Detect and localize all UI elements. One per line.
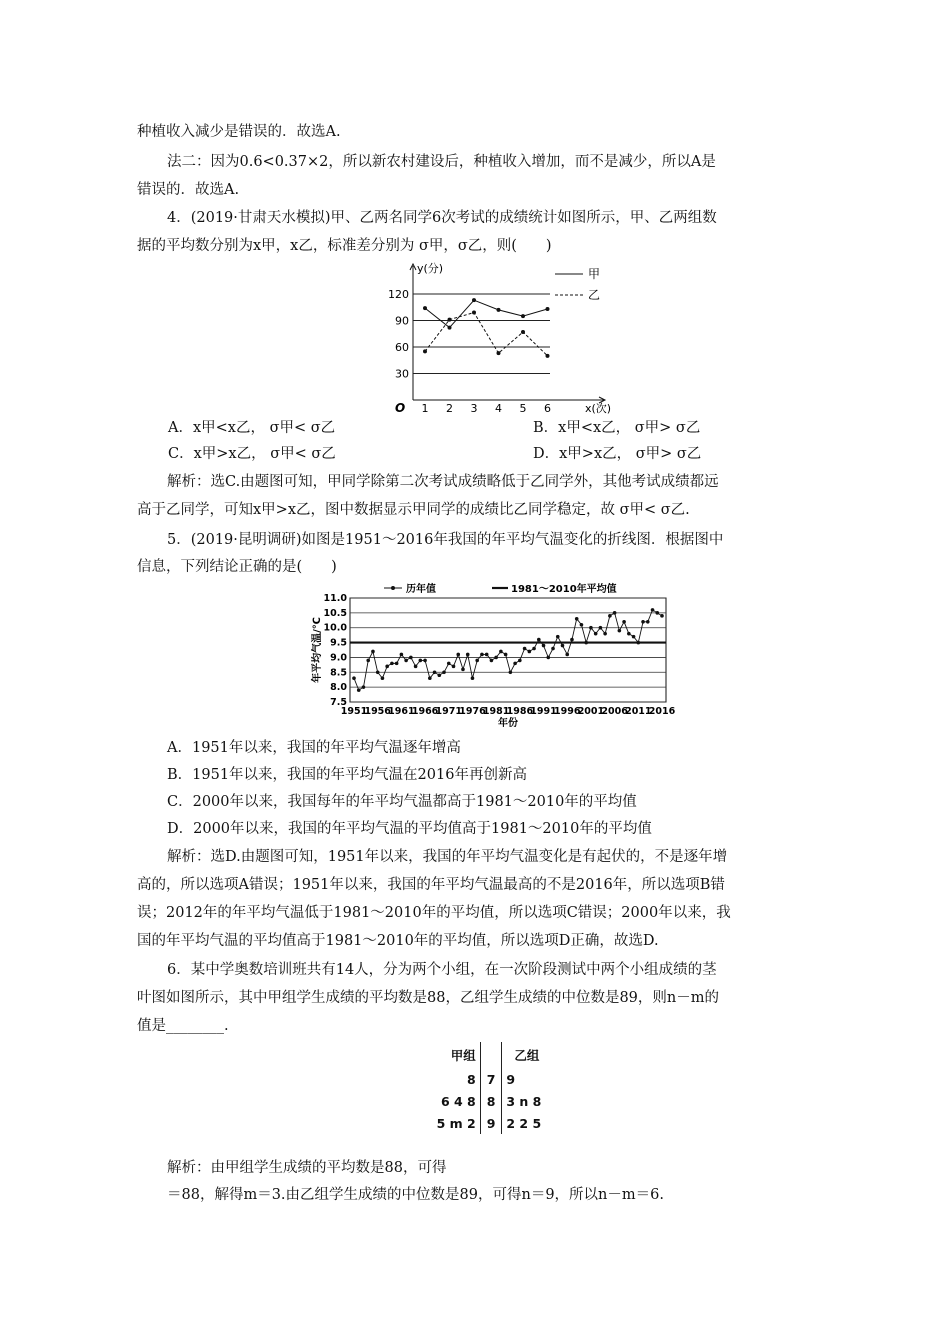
- x-tick-label: 1: [421, 402, 429, 415]
- data-point: [433, 670, 437, 674]
- data-point: [471, 676, 475, 680]
- stem-leaf-plot: [430, 1042, 560, 1138]
- data-point: [485, 653, 489, 657]
- x-tick-label: 1986: [506, 706, 534, 717]
- data-point: [472, 311, 476, 315]
- data-point: [490, 659, 494, 663]
- y-tick-label: 90: [395, 314, 409, 328]
- text-line: 错误的．故选A.: [137, 182, 240, 198]
- question-4-stem: 4．(2019·甘肃天水模拟)甲、乙两名同学6次考试的成绩统计如图所示，甲、乙两组数: [167, 210, 717, 226]
- data-point: [437, 673, 441, 677]
- data-point: [409, 656, 413, 660]
- x-tick-label: 1956: [364, 706, 391, 717]
- data-point: [594, 632, 598, 636]
- data-point: [472, 298, 476, 302]
- data-point: [390, 662, 394, 666]
- q6-solution: 解析：由甲组学生成绩的平均数是88，可得: [167, 1160, 447, 1176]
- data-point: [480, 653, 484, 657]
- x-tick-label: 2011: [625, 706, 652, 717]
- q4-option-c: C．x甲>x乙， σ甲< σ乙: [168, 446, 336, 462]
- data-point: [521, 314, 525, 318]
- data-point: [542, 644, 546, 648]
- data-point: [618, 629, 622, 633]
- x-axis-label: x(次): [585, 402, 612, 415]
- y-tick-label: 10.5: [323, 607, 347, 619]
- plot-frame: [350, 598, 666, 702]
- data-point: [494, 656, 498, 660]
- stem-leaf-stem: 8: [480, 1090, 502, 1112]
- x-tick-label: 2: [446, 402, 453, 415]
- q5-option-a: A．1951年以来，我国的年平均气温逐年增高: [167, 740, 461, 756]
- data-point: [523, 647, 527, 651]
- x-tick-label: 2016: [648, 706, 676, 717]
- y-axis-label: y(分): [417, 262, 444, 275]
- data-point: [528, 650, 532, 654]
- chart-1-plot: [388, 261, 611, 415]
- data-point: [461, 668, 465, 672]
- stem-leaf-left-leaves: 5 m 2: [436, 1115, 476, 1131]
- y-axis-label: 年平均气温/℃: [312, 617, 323, 683]
- question-5-stem: 5．(2019·昆明调研)如图是1951～2016年我国的年平均气温变化的折线图．根据图中: [167, 532, 724, 548]
- y-tick-label: 9.0: [330, 652, 347, 664]
- stem-leaf-left-leaves: 6 4 8: [440, 1093, 476, 1109]
- data-point: [622, 620, 626, 624]
- question-4-stem: 据的平均数分别为x甲，x乙，标准差分别为 σ甲，σ乙，则( ): [137, 238, 552, 254]
- data-point: [442, 670, 446, 674]
- series-line-yi: [425, 313, 548, 356]
- data-point: [546, 354, 550, 358]
- data-point: [546, 656, 550, 660]
- data-point: [660, 614, 664, 618]
- x-tick-label: 1971: [435, 706, 462, 717]
- data-point: [497, 351, 501, 355]
- data-point: [414, 665, 418, 669]
- x-tick-label: 1966: [411, 706, 439, 717]
- data-point: [366, 659, 370, 663]
- data-point: [448, 326, 452, 330]
- stem-leaf-right-leaves: 2 2 5: [506, 1115, 542, 1131]
- data-point: [556, 635, 560, 639]
- stem-leaf-left-header: 甲组: [450, 1048, 476, 1063]
- data-point: [497, 308, 501, 312]
- q5-option-d: D．2000年以来，我国的年平均气温的平均值高于1981～2010年的平均值: [167, 821, 652, 837]
- data-point: [362, 685, 366, 689]
- data-point: [475, 659, 479, 663]
- x-tick-label: 2006: [601, 706, 628, 717]
- x-tick-label: 1976: [459, 706, 486, 717]
- legend-marker-annual: [391, 586, 395, 590]
- q5-solution: 国的年平均气温的平均值高于1981～2010年的平均值，所以选项D正确，故选D.: [137, 933, 659, 949]
- text-line: 法二：因为0.6<0.37×2，所以新农村建设后，种植收入增加，而不是减少，所以A是: [167, 154, 716, 170]
- x-tick-label: 1951: [340, 706, 368, 717]
- q4-option-a: A．x甲<x乙， σ甲< σ乙: [168, 420, 336, 436]
- text-line: 种植收入减少是错误的．故选A.: [137, 124, 341, 140]
- data-point: [546, 307, 550, 311]
- y-tick-label: 120: [388, 288, 409, 301]
- q4-option-b: B．x甲<x乙， σ甲> σ乙: [533, 420, 701, 436]
- q5-solution: 高的，所以选项A错误；1951年以来，我国的年平均气温最高的不是2016年，所以选项B错: [137, 877, 725, 893]
- q5-option-b: B．1951年以来，我国的年平均气温在2016年再创新高: [167, 767, 527, 783]
- data-point: [352, 676, 356, 680]
- legend-label-jia: 甲: [588, 267, 601, 281]
- q4-solution: 高于乙同学，可知x甲>x乙，图中数据显示甲同学的成绩比乙同学稳定，故 σ甲< σ乙.: [137, 502, 690, 518]
- legend-label-average: 1981～2010年平均值: [511, 584, 617, 595]
- x-tick-label: 1981: [482, 706, 510, 717]
- data-point: [395, 662, 399, 666]
- data-point: [376, 670, 380, 674]
- data-point: [584, 641, 588, 645]
- data-point: [357, 688, 361, 692]
- data-point: [509, 670, 513, 674]
- y-tick-label: 11.0: [323, 593, 347, 604]
- q5-solution: 解析：选D.由题图可知，1951年以来，我国的年平均气温变化是有起伏的，不是逐年增: [167, 849, 728, 865]
- y-tick-label: 9.5: [330, 637, 347, 649]
- question-6-stem: 叶图如图所示，其中甲组学生成绩的平均数是88，乙组学生成绩的中位数是89，则n－m的: [137, 990, 719, 1006]
- x-tick-label: 4: [495, 402, 502, 415]
- x-tick-label: 5: [519, 402, 527, 415]
- y-tick-label: 10.0: [323, 622, 347, 634]
- x-axis-label: 年份: [498, 718, 518, 729]
- data-point: [423, 306, 427, 310]
- data-point: [599, 626, 603, 630]
- question-6-stem: 值是________.: [137, 1018, 229, 1034]
- chart-2-plot: [310, 582, 676, 729]
- legend-label-annual: 历年值: [406, 584, 436, 595]
- data-point: [447, 662, 451, 666]
- data-point: [570, 638, 574, 642]
- x-tick-label: 1961: [388, 706, 415, 717]
- legend-label-yi: 乙: [588, 288, 601, 302]
- stem-leaf-stem: 7: [480, 1068, 502, 1090]
- data-point: [589, 626, 593, 630]
- data-point: [641, 620, 645, 624]
- data-point: [551, 647, 555, 651]
- data-point: [423, 659, 427, 663]
- data-point: [381, 676, 385, 680]
- data-point: [428, 676, 432, 680]
- data-point: [400, 653, 404, 657]
- data-point: [613, 611, 617, 615]
- data-point: [466, 653, 470, 657]
- data-point: [423, 349, 427, 353]
- data-point: [518, 659, 522, 663]
- data-point: [532, 647, 536, 651]
- stem-leaf-right-leaves: 3 n 8: [506, 1093, 542, 1109]
- data-point: [452, 665, 456, 669]
- data-point: [561, 644, 565, 648]
- data-point: [646, 620, 650, 624]
- data-point: [575, 617, 579, 621]
- stem-leaf-left-leaves: 8: [467, 1071, 476, 1087]
- data-point: [580, 623, 584, 627]
- data-point: [456, 653, 460, 657]
- x-tick-label: 2001: [577, 706, 605, 717]
- data-point: [448, 318, 452, 322]
- y-tick-label: 7.5: [330, 697, 347, 708]
- series-line-jia: [425, 300, 548, 327]
- data-point: [565, 653, 569, 657]
- data-point: [637, 641, 641, 645]
- data-point: [404, 659, 408, 663]
- data-point: [655, 611, 659, 615]
- data-point: [608, 614, 612, 618]
- data-point: [499, 650, 503, 654]
- x-tick-label: 1991: [530, 706, 557, 717]
- data-point: [513, 662, 517, 666]
- data-point: [419, 659, 423, 663]
- q4-solution: 解析：选C.由题图可知，甲同学除第二次考试成绩略低于乙同学外，其他考试成绩都远: [167, 474, 719, 490]
- stem-leaf-stem: 9: [480, 1112, 502, 1134]
- stem-leaf-right-header: 乙组: [514, 1048, 540, 1063]
- question-6-stem: 6．某中学奥数培训班共有14人，分为两个小组，在一次阶段测试中两个小组成绩的茎: [167, 962, 717, 978]
- q5-solution: 误；2012年的年平均气温低于1981～2010年的平均值，所以选项C错误；2000年以来，我: [137, 905, 731, 921]
- x-tick-label: 3: [470, 402, 478, 415]
- y-tick-label: 8.5: [330, 667, 347, 679]
- data-point: [603, 632, 607, 636]
- q6-solution: ＝88，解得m＝3.由乙组学生成绩的中位数是89，可得n＝9，所以n－m＝6.: [167, 1187, 664, 1203]
- stem-leaf-right-leaves: 9: [506, 1071, 516, 1087]
- q4-option-d: D．x甲>x乙， σ甲> σ乙: [533, 446, 702, 462]
- data-point: [521, 330, 525, 334]
- score-line-chart: [385, 258, 630, 416]
- annual-series-line: [354, 610, 662, 690]
- origin-label: O: [395, 401, 406, 415]
- y-tick-label: 60: [395, 341, 409, 354]
- y-tick-label: 8.0: [330, 682, 347, 694]
- data-point: [651, 608, 655, 612]
- data-point: [632, 635, 636, 639]
- question-5-stem: 信息，下列结论正确的是( ): [137, 559, 337, 575]
- x-tick-label: 1996: [554, 706, 581, 717]
- data-point: [371, 650, 375, 654]
- x-tick-label: 6: [544, 402, 551, 415]
- data-point: [385, 665, 389, 669]
- data-point: [537, 638, 541, 642]
- temperature-line-chart: [306, 578, 678, 732]
- data-point: [504, 653, 508, 657]
- data-point: [627, 632, 631, 636]
- y-tick-label: 30: [395, 367, 409, 381]
- q5-option-c: C．2000年以来，我国每年的年平均气温都高于1981～2010年的平均值: [167, 794, 637, 810]
